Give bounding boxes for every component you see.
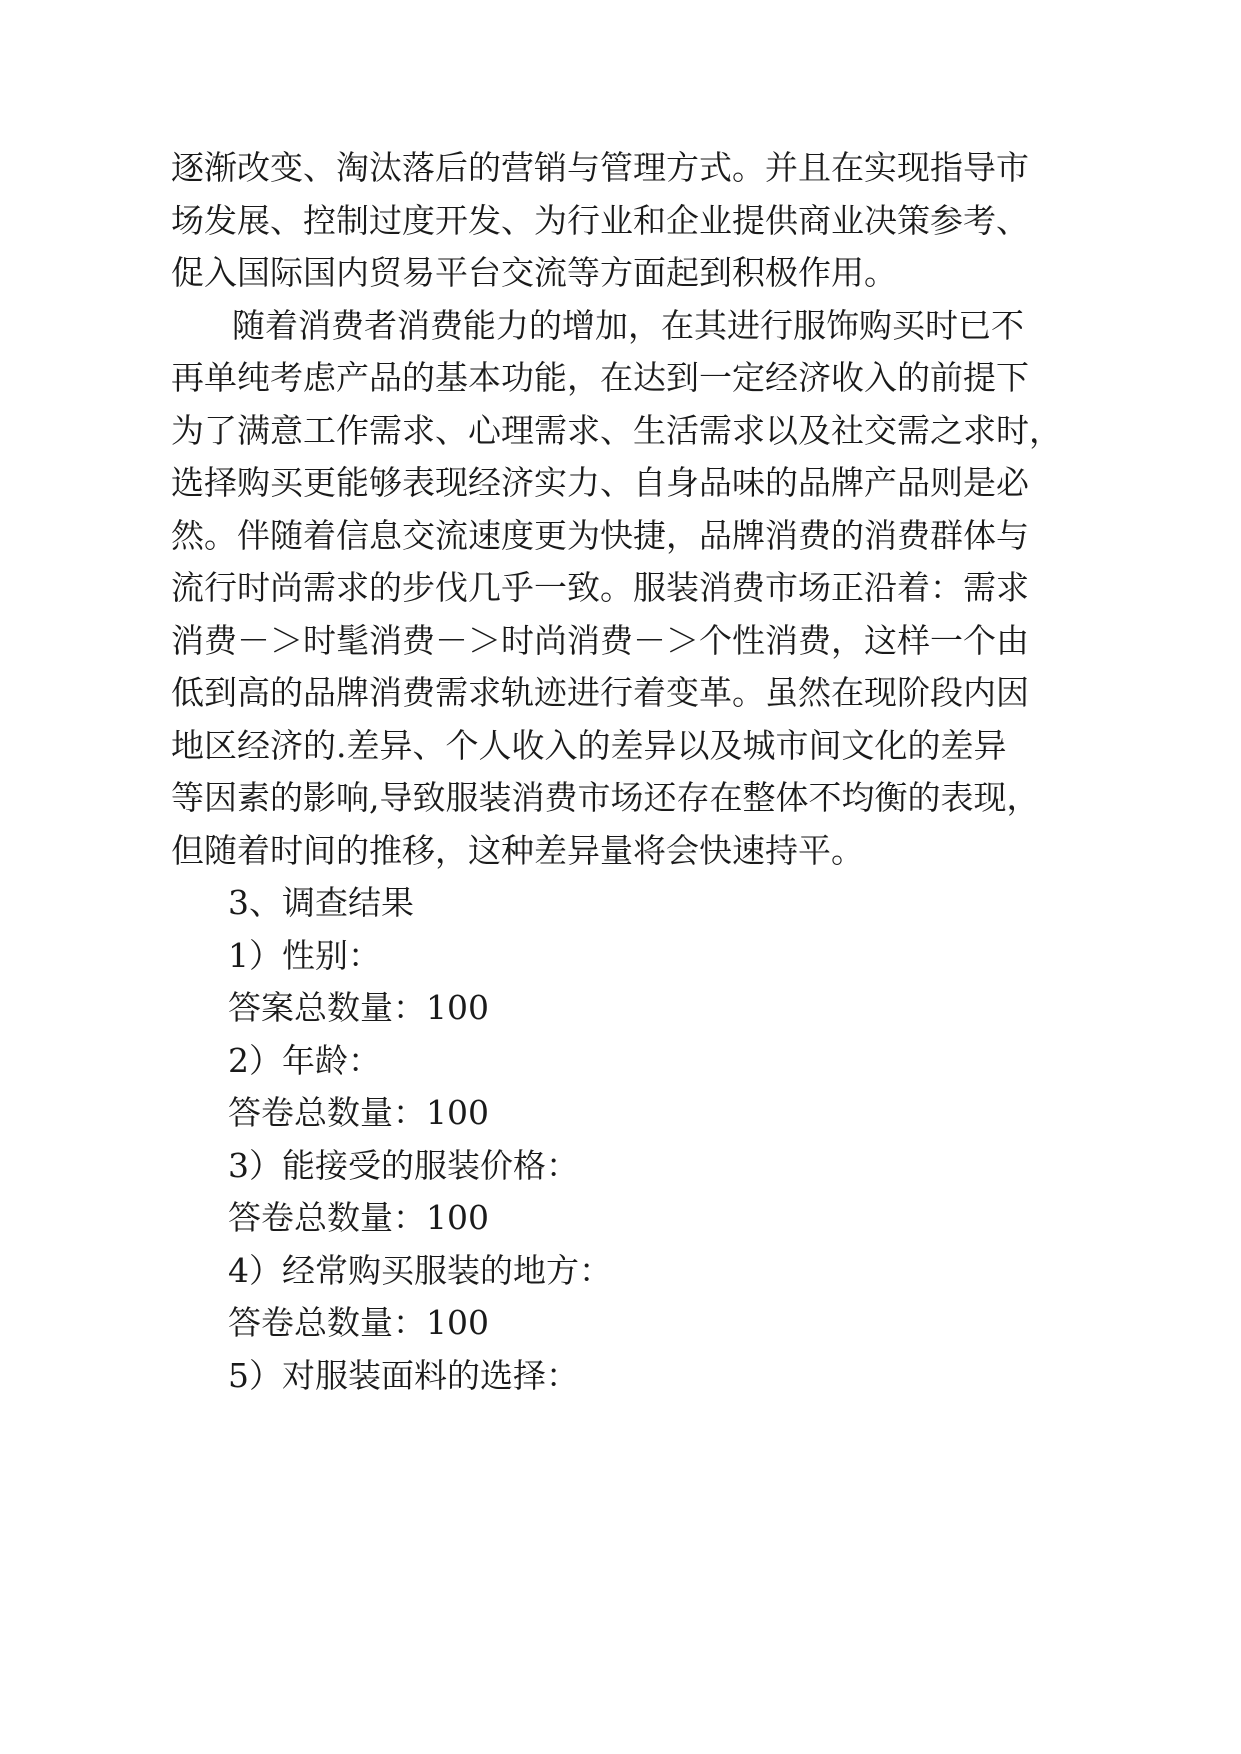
text-line: 再单纯考虑产品的基本功能，在达到一定经济收入的前提下 bbox=[171, 358, 1029, 397]
text-line: 消费－＞时髦消费－＞时尚消费－＞个性消费，这样一个由 bbox=[171, 621, 1029, 660]
survey-item: 3）能接受的服装价格： bbox=[228, 1146, 579, 1185]
survey-item: 答卷总数量：100 bbox=[228, 1303, 489, 1342]
text-line: 然。伴随着信息交流速度更为快捷，品牌消费的消费群体与 bbox=[171, 516, 1029, 555]
survey-item: 答卷总数量：100 bbox=[228, 1093, 489, 1132]
text-line: 逐渐改变、淘汰落后的营销与管理方式。并且在实现指导市 bbox=[171, 148, 1029, 187]
survey-item: 4）经常购买服装的地方： bbox=[228, 1251, 612, 1290]
survey-item: 答案总数量：100 bbox=[228, 988, 489, 1027]
survey-item: 1）性别： bbox=[228, 936, 381, 975]
survey-item: 5）对服装面料的选择： bbox=[228, 1356, 579, 1395]
text-line: 场发展、控制过度开发、为行业和企业提供商业决策参考、 bbox=[171, 201, 1029, 240]
text-line: 等因素的影响,导致服装消费市场还存在整体不均衡的表现， bbox=[171, 778, 1040, 817]
paragraph-first-line: 随着消费者消费能力的增加，在其进行服饰购买时已不 bbox=[232, 306, 1024, 345]
section-heading: 3、调查结果 bbox=[228, 883, 414, 922]
text-line: 为了满意工作需求、心理需求、生活需求以及社交需之求时， bbox=[171, 411, 1062, 450]
survey-item: 答卷总数量：100 bbox=[228, 1198, 489, 1237]
text-line: 地区经济的.差异、个人收入的差异以及城市间文化的差异 bbox=[171, 726, 1007, 765]
survey-item: 2）年龄： bbox=[228, 1041, 381, 1080]
text-line: 流行时尚需求的步伐几乎一致。服装消费市场正沿着：需求 bbox=[171, 568, 1029, 607]
text-line: 选择购买更能够表现经济实力、自身品味的品牌产品则是必 bbox=[171, 463, 1029, 502]
text-line: 促入国际国内贸易平台交流等方面起到积极作用。 bbox=[171, 253, 897, 292]
text-line: 但随着时间的推移，这种差异量将会快速持平。 bbox=[171, 831, 864, 870]
text-line: 低到高的品牌消费需求轨迹进行着变革。虽然在现阶段内因 bbox=[171, 673, 1029, 712]
